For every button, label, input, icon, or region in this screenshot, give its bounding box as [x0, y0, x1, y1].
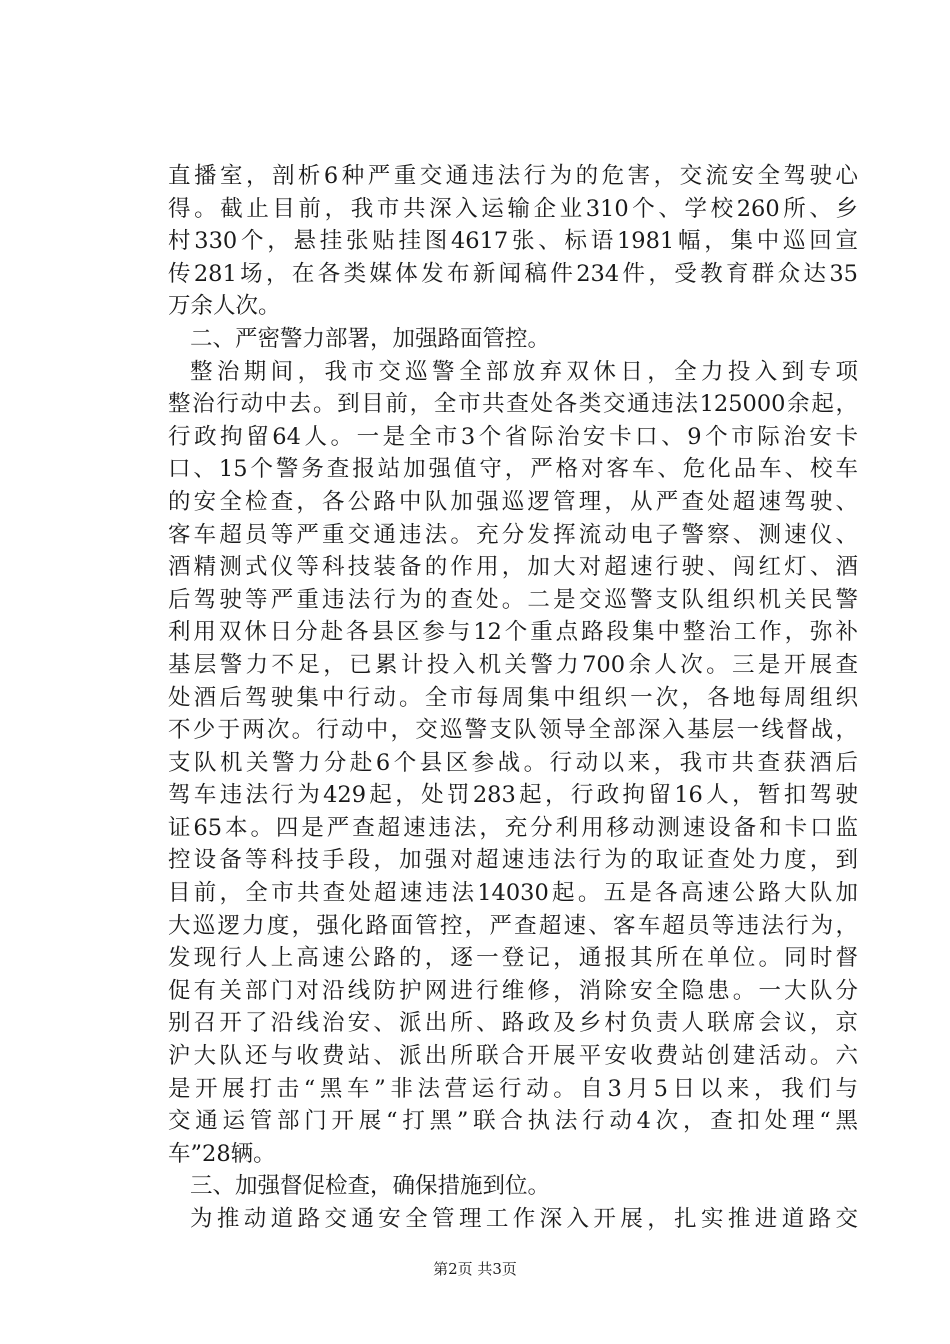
page-number-footer: 第2页 共3页 — [433, 1260, 517, 1278]
paragraph-line: 后驾驶等严重违法行为的查处。二是交巡警支队组织机关民警 — [168, 586, 858, 613]
paragraph-line: 利用双休日分赴各县区参与12个重点路段集中整治工作，弥补 — [168, 619, 858, 646]
document-body — [168, 160, 858, 1236]
paragraph-line: 三、加强督促检查，确保措施到位。 — [190, 1173, 551, 1200]
paragraph-line: 基层警力不足，已累计投入机关警力700余人次。三是开展查 — [168, 651, 858, 678]
paragraph-line: 处酒后驾驶集中行动。全市每周集中组织一次，各地每周组织 — [168, 684, 858, 711]
paragraph-line: 二、严密警力部署，加强路面管控。 — [190, 325, 551, 352]
paragraph-line: 别召开了沿线治安、派出所、路政及乡村负责人联席会议，京 — [168, 1010, 858, 1037]
paragraph-line: 口、15个警务查报站加强值守，严格对客车、危化品车、校车 — [168, 456, 858, 483]
paragraph-line: 为推动道路交通安全管理工作深入开展，扎实推进道路交 — [190, 1206, 858, 1232]
paragraph-line: 不少于两次。行动中，交巡警支队领导全部深入基层一线督战， — [168, 717, 858, 744]
paragraph-line: 车”28辆。 — [168, 1140, 276, 1167]
paragraph-line: 客车超员等严重交通违法。充分发挥流动电子警察、测速仪、 — [168, 521, 858, 548]
paragraph-line: 村330个，悬挂张贴挂图4617张、标语1981幅，集中巡回宣 — [168, 228, 858, 255]
paragraph-line: 目前，全市共查处超速违法14030起。五是各高速公路大队加 — [168, 880, 858, 907]
paragraph-line: 整治期间，我市交巡警全部放弃双休日，全力投入到专项 — [190, 358, 858, 385]
paragraph-line: 得。截止目前，我市共深入运输企业310个、学校260所、乡 — [168, 195, 858, 222]
paragraph-line: 万余人次。 — [168, 293, 281, 320]
paragraph-line: 证65本。四是严查超速违法，充分利用移动测速设备和卡口监 — [168, 814, 858, 841]
paragraph-line: 行政拘留64人。一是全市3个省际治安卡口、9个市际治安卡 — [168, 423, 858, 450]
paragraph-line: 直播室，剖析6种严重交通违法行为的危害，交流安全驾驶心 — [168, 163, 858, 189]
paragraph-line: 大巡逻力度，强化路面管控，严查超速、客车超员等违法行为， — [168, 912, 858, 939]
paragraph-line: 的安全检查，各公路中队加强巡逻管理，从严查处超速驾驶、 — [168, 488, 858, 515]
paragraph-line: 驾车违法行为429起，处罚283起，行政拘留16人，暂扣驾驶 — [168, 782, 858, 809]
paragraph-line: 是开展打击“黑车”非法营运行动。自3月5日以来，我们与 — [168, 1075, 858, 1102]
paragraph-line: 支队机关警力分赴6个县区参战。行动以来，我市共查获酒后 — [168, 749, 858, 776]
paragraph-line: 交通运管部门开展“打黑”联合执法行动4次，查扣处理“黑 — [168, 1108, 858, 1135]
paragraph-line: 酒精测式仪等科技装备的作用，加大对超速行驶、闯红灯、酒 — [168, 554, 858, 581]
paragraph-line: 促有关部门对沿线防护网进行维修，消除安全隐患。一大队分 — [168, 977, 858, 1004]
paragraph-line: 沪大队还与收费站、派出所联合开展平安收费站创建活动。六 — [168, 1043, 858, 1070]
paragraph-line: 传281场，在各类媒体发布新闻稿件234件，受教育群众达35 — [168, 260, 858, 287]
paragraph-line: 控设备等科技手段，加强对超速违法行为的取证查处力度，到 — [168, 847, 858, 874]
paragraph-line: 整治行动中去。到目前，全市共查处各类交通违法125000余起， — [168, 391, 858, 418]
paragraph-line: 发现行人上高速公路的，逐一登记，通报其所在单位。同时督 — [168, 945, 858, 972]
